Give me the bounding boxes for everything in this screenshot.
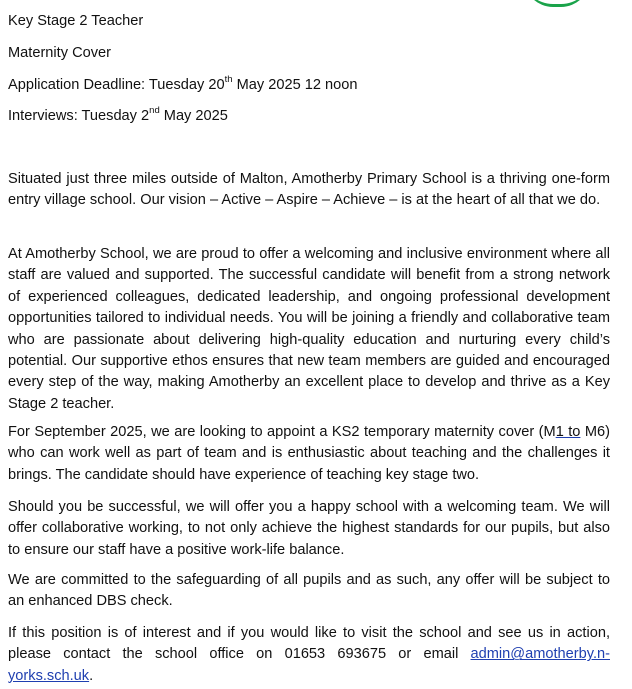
role-text-b: M6) who can work well as part of team and is enthusiastic about teaching and the challenges it brings. The candidate should have experience of teaching key stage two.: [8, 424, 610, 483]
deadline-ordinal: th: [224, 74, 233, 86]
contact-text: If this position is of interest and if you would like to visit the school and see us in action, please contact the school office on 01653 693675 or email: [8, 625, 610, 663]
interviews-prefix: Interviews: Tuesday 2: [8, 108, 150, 124]
school-logo-fragment: [524, 0, 590, 7]
intro-paragraph: Situated just three miles outside of Malton, Amotherby Primary School is a thriving one-form entry village school. Our vision – Active – Aspire – Achieve – is at the heart of all that we do.: [8, 171, 610, 209]
job-title: Key Stage 2 Teacher: [8, 13, 144, 29]
role-text-a: For September 2025, we are looking to appoint a KS2 temporary maternity cover (M: [8, 424, 556, 440]
job-subtitle: Maternity Cover: [8, 45, 111, 61]
role-paragraph: [8, 422, 610, 486]
interviews-suffix: May 2025: [159, 108, 228, 124]
interviews-ordinal: nd: [149, 105, 160, 117]
school-environment-paragraph: At Amotherby School, we are proud to offer a welcoming and inclusive environment where all staff are valued and supported. The successful candidate will benefit from a strong network of experienced colleagues, dedicated leadership, and ongoing professional development opportunities tailored to individual needs. You will be joining a friendly and collaborative team who are passionate about delivering high-quality education and nurturing every child’s potential. Our supportive ethos ensures that new team members are guided and encouraged every step of the way, making Amotherby an excellent place to develop and thrive as a Key Stage 2 teacher.: [8, 246, 610, 412]
interview-date: [8, 106, 228, 126]
pay-scale-underlined: 1 to: [555, 424, 581, 440]
contact-paragraph: [8, 623, 610, 687]
deadline-suffix: May 2025 12 noon: [232, 77, 358, 93]
application-deadline: [8, 75, 358, 95]
safeguarding-paragraph: We are committed to the safeguarding of all pupils and as such, any offer will be subject to an enhanced DBS check.: [8, 572, 610, 610]
offer-paragraph: Should you be successful, we will offer you a happy school with a welcoming team. We will offer collaborative working, to not only achieve the highest standards for our pupils, but also to ensure our staff have a positive work-life balance.: [8, 499, 610, 558]
contact-end: .: [89, 667, 94, 684]
email-link[interactable]: admin@amotherby.n-yorks.sch.uk: [8, 646, 610, 684]
deadline-prefix: Application Deadline: Tuesday 20: [8, 77, 225, 93]
